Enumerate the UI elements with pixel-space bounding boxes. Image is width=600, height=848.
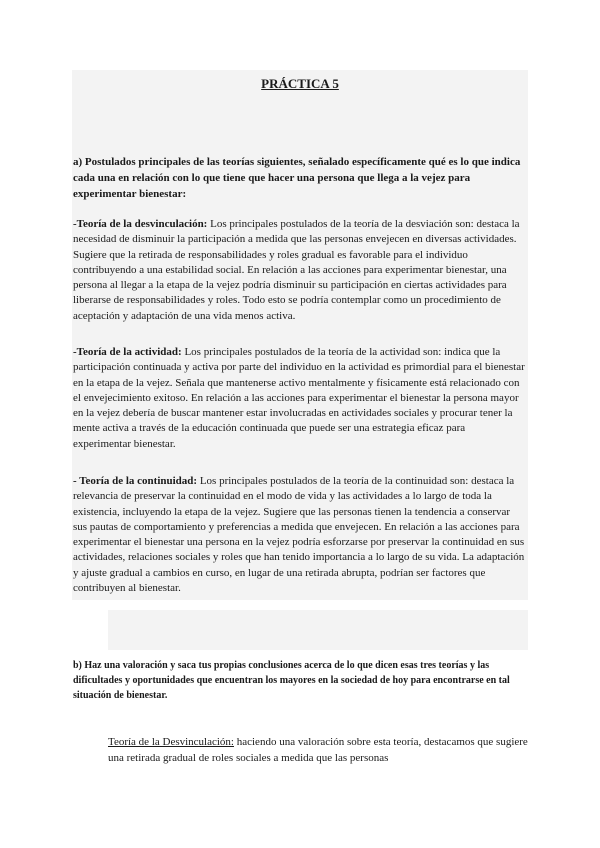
shaded-block-bottom [108,610,528,650]
actividad-label: -Teoría de la actividad: [73,346,182,358]
question-a: a) Postulados principales de las teorías siguientes, señalado específicamente qué es lo que indica cada una en relación con lo que tiene que hacer una persona que llega a la vejez para experimentar bienestar: [73,156,521,200]
actividad-text: Los principales postulados de la teoría de la actividad son: indica que la participación continuada y activa por parte del individuo en la actividad es primordial para el bienestar en la etapa de la vejez. Señala que mantenerse activo mentalmente y físicamente está relacionado con el envejecimiento exitoso. En relación a las acciones para experimentar el bienestar la persona mayor en la vejez debería de buscar mantener estar involucradas en actividades sociales y procurar tener la mente activa a través de la educación continuada que puede ser una estrategia eficaz para experimentar bienestar. [73,346,525,450]
paragraph-continuidad [73,474,525,596]
paragraph-desvinculacion [73,217,525,324]
valoracion-text: haciendo una valoración sobre esta teoría, destacamos que sugiere una retirada gradual de roles sociales a medida que las personas [108,736,528,764]
question-b: b) Haz una valoración y saca tus propias conclusiones acerca de lo que dicen esas tres teorías y las dificultades y oportunidades que encuentran los mayores en la sociedad de hoy para encontrarse en tal situación de bienestar. [73,660,510,701]
desvinculacion-text: Los principales postulados de la teoría de la desviación son: destaca la necesidad de disminuir la participación a medida que las personas envejecen en diversas actividades. Sugiere que la retirada de responsabilidades y roles gradual es favorable para el individuo contribuyendo a una estabilidad social. En relación a las acciones para experimentar bienestar, una persona al llegar a la etapa de la vejez podría disminuir su participación en ciertas actividades para liberarse de responsabilidades y roles. Todo esto se podría contemplar como un procedimiento de aceptación y adaptación de una vida menos activa. [73,218,520,322]
paragraph-actividad [73,345,525,452]
valoracion-label: Teoría de la Desvinculación: [108,736,234,748]
desvinculacion-label: -Teoría de la desvinculación: [73,218,208,230]
paragraph-valoracion [108,734,528,766]
page-title: PRÁCTICA 5 [261,76,339,91]
continuidad-text: Los principales postulados de la teoría de la continuidad son: destaca la relevancia de preservar la continuidad en el modo de vida y las actividades a lo largo de toda la existencia, incluyendo la etapa de la vejez. Sugiere que las personas tienen la tendencia a conservar sus pautas de comportamiento y preferencias a medida que envejecen. En relación a las acciones para experimentar el bienestar una persona en la vejez podría esforzarse por preservar la continuidad en sus actividades, relaciones sociales y roles que han tenido importancia a lo largo de su vida. La adaptación y ajuste gradual a cambios en curso, en lugar de una retirada abrupta, podrían ser factores que contribuyen al bienestar. [73,475,525,595]
continuidad-label: - Teoría de la continuidad: [73,475,198,487]
